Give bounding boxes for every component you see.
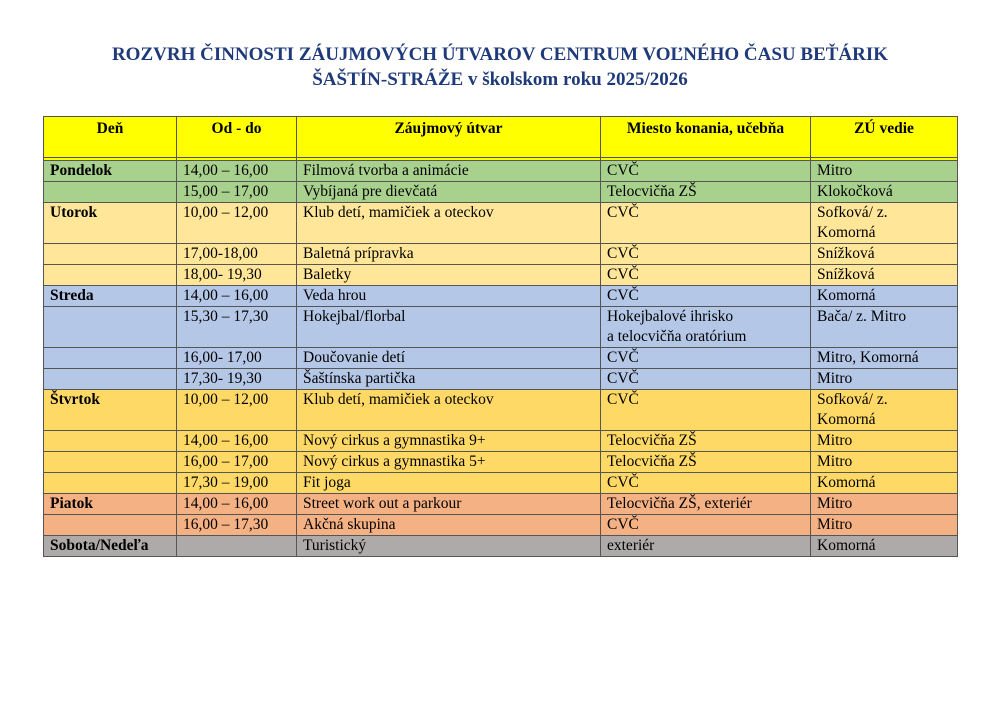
- cell-lead: Snížková: [811, 244, 958, 265]
- cell-lead: Klokočková: [811, 182, 958, 203]
- header-day: Deň: [44, 117, 177, 158]
- cell-lead: Komorná: [811, 473, 958, 494]
- cell-lead: Mitro: [811, 369, 958, 390]
- cell-lead: Komorná: [811, 286, 958, 307]
- table-row: [44, 390, 958, 431]
- cell-activity: Nový cirkus a gymnastika 5+: [297, 452, 601, 473]
- cell-time: 14,00 – 16,00: [177, 431, 297, 452]
- cell-activity: Veda hrou: [297, 286, 601, 307]
- cell-day: Piatok: [44, 494, 177, 515]
- cell-activity: Street work out a parkour: [297, 494, 601, 515]
- cell-activity: Baletná prípravka: [297, 244, 601, 265]
- cell-activity: Filmová tvorba a animácie: [297, 161, 601, 182]
- cell-time: 17,30- 19,30: [177, 369, 297, 390]
- cell-place: Telocvičňa ZŠ, exteriér: [601, 494, 811, 515]
- cell-time: 16,00 – 17,30: [177, 515, 297, 536]
- cell-place: Telocvičňa ZŠ: [601, 452, 811, 473]
- cell-time: 16,00- 17,00: [177, 348, 297, 369]
- cell-place-line-2: a telocvičňa oratórium: [607, 328, 747, 345]
- header-time: Od - do: [177, 117, 297, 158]
- cell-time: 17,00-18,00: [177, 244, 297, 265]
- table-row: [44, 473, 958, 494]
- page-title: [0, 42, 1000, 92]
- cell-activity: Baletky: [297, 265, 601, 286]
- cell-day: [44, 515, 177, 536]
- cell-activity: Klub detí, mamičiek a oteckov: [297, 390, 601, 431]
- cell-day: [44, 473, 177, 494]
- cell-lead: Snížková: [811, 265, 958, 286]
- cell-lead: Mitro: [811, 515, 958, 536]
- cell-day: Streda: [44, 286, 177, 307]
- cell-lead-line-1: Sofková/ z.: [817, 391, 888, 408]
- cell-lead: Mitro: [811, 452, 958, 473]
- cell-day: [44, 182, 177, 203]
- cell-lead: Bača/ z. Mitro: [811, 307, 958, 348]
- cell-time: 15,30 – 17,30: [177, 307, 297, 348]
- cell-activity: Nový cirkus a gymnastika 9+: [297, 431, 601, 452]
- cell-place: CVČ: [601, 390, 811, 431]
- cell-place: CVČ: [601, 369, 811, 390]
- cell-time: 14,00 – 16,00: [177, 494, 297, 515]
- cell-time: [177, 536, 297, 557]
- cell-place: CVČ: [601, 515, 811, 536]
- cell-day: [44, 431, 177, 452]
- cell-lead: Mitro: [811, 161, 958, 182]
- cell-place: CVČ: [601, 161, 811, 182]
- table-row: [44, 182, 958, 203]
- cell-place: exteriér: [601, 536, 811, 557]
- cell-place: CVČ: [601, 473, 811, 494]
- cell-place: Telocvičňa ZŠ: [601, 431, 811, 452]
- cell-place: CVČ: [601, 286, 811, 307]
- cell-activity: Klub detí, mamičiek a oteckov: [297, 203, 601, 244]
- cell-activity: Šaštínska partička: [297, 369, 601, 390]
- cell-lead: Mitro: [811, 494, 958, 515]
- cell-place: CVČ: [601, 265, 811, 286]
- table-row: [44, 431, 958, 452]
- cell-time: 10,00 – 12,00: [177, 203, 297, 244]
- cell-time: 14,00 – 16,00: [177, 161, 297, 182]
- table-row: [44, 494, 958, 515]
- cell-time: 10,00 – 12,00: [177, 390, 297, 431]
- cell-place: CVČ: [601, 203, 811, 244]
- cell-time: 14,00 – 16,00: [177, 286, 297, 307]
- cell-place-line-1: Hokejbalové ihrisko: [607, 308, 734, 325]
- cell-lead: Mitro: [811, 431, 958, 452]
- table-row: [44, 452, 958, 473]
- cell-activity: Akčná skupina: [297, 515, 601, 536]
- cell-place: CVČ: [601, 244, 811, 265]
- cell-day: [44, 369, 177, 390]
- cell-day: [44, 348, 177, 369]
- title-line-1: ROZVRH ČINNOSTI ZÁUJMOVÝCH ÚTVAROV CENTRUM VOĽNÉHO ČASU BEŤÁRIK: [111, 44, 889, 65]
- cell-place: [601, 307, 811, 348]
- cell-lead-line-1: Sofková/ z.: [817, 204, 888, 221]
- cell-day: Pondelok: [44, 161, 177, 182]
- cell-time: 16,00 – 17,00: [177, 452, 297, 473]
- header-lead: ZÚ vedie: [811, 117, 958, 158]
- cell-lead-line-2: Komorná: [817, 224, 876, 241]
- cell-activity: Fit joga: [297, 473, 601, 494]
- cell-activity: Vybíjaná pre dievčatá: [297, 182, 601, 203]
- table-row: [44, 203, 958, 244]
- table-row: [44, 244, 958, 265]
- cell-day: Utorok: [44, 203, 177, 244]
- cell-lead: [811, 203, 958, 244]
- table-row: [44, 307, 958, 348]
- cell-day: Štvrtok: [44, 390, 177, 431]
- cell-day: [44, 265, 177, 286]
- table-row: [44, 515, 958, 536]
- header-row: [44, 117, 958, 158]
- cell-place: Telocvičňa ZŠ: [601, 182, 811, 203]
- cell-lead: Komorná: [811, 536, 958, 557]
- cell-lead: Mitro, Komorná: [811, 348, 958, 369]
- table-row: [44, 536, 958, 557]
- table-row: [44, 369, 958, 390]
- cell-activity: Turistický: [297, 536, 601, 557]
- cell-day: [44, 244, 177, 265]
- cell-day: Sobota/Nedeľa: [44, 536, 177, 557]
- table-row: [44, 161, 958, 182]
- cell-time: 15,00 – 17,00: [177, 182, 297, 203]
- cell-activity: Hokejbal/florbal: [297, 307, 601, 348]
- cell-day: [44, 307, 177, 348]
- cell-day: [44, 452, 177, 473]
- cell-activity: Doučovanie detí: [297, 348, 601, 369]
- schedule-table: [43, 116, 958, 557]
- header-place: Miesto konania, učebňa: [601, 117, 811, 158]
- title-line-2: ŠAŠTÍN-STRÁŽE v školskom roku 2025/2026: [312, 69, 688, 90]
- header-activity: Záujmový útvar: [297, 117, 601, 158]
- table-row: [44, 286, 958, 307]
- cell-time: 17,30 – 19,00: [177, 473, 297, 494]
- cell-time: 18,00- 19,30: [177, 265, 297, 286]
- cell-place: CVČ: [601, 348, 811, 369]
- table-row: [44, 348, 958, 369]
- table-row: [44, 265, 958, 286]
- cell-lead-line-2: Komorná: [817, 411, 876, 428]
- cell-lead: [811, 390, 958, 431]
